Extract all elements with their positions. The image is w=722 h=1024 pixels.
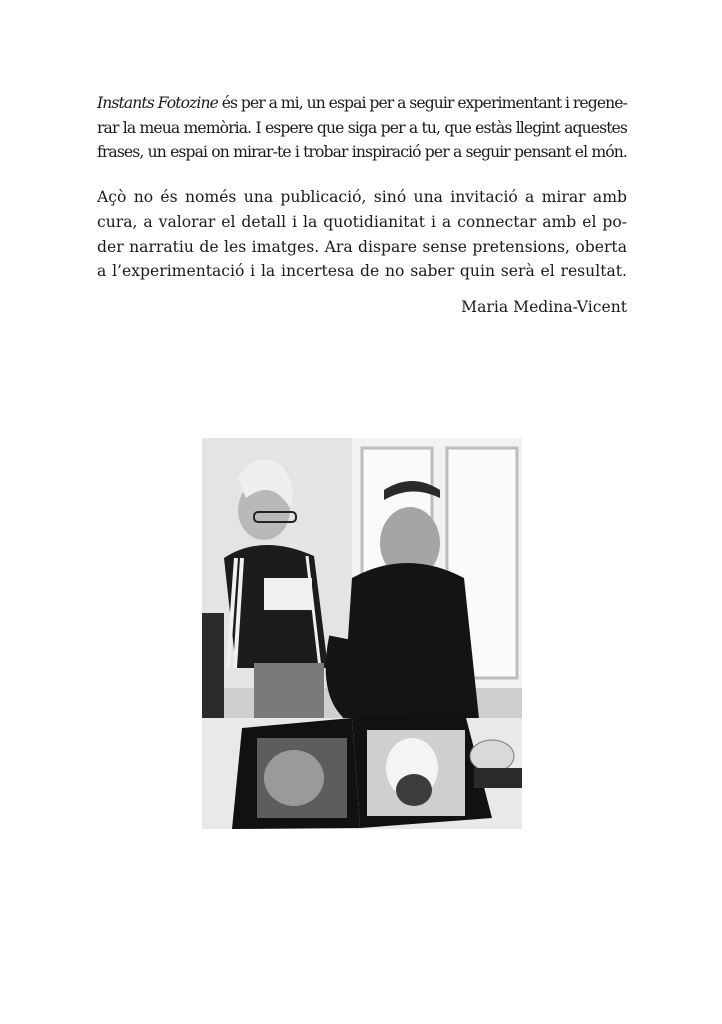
paragraph-invitation (97, 185, 627, 284)
text-line: frases, un espai on mirar-te i trobar inspiració per a seguir pensant el món. (97, 143, 627, 162)
paragraph-intro (97, 91, 627, 165)
text-line (97, 91, 627, 116)
author-signature: Maria Medina-Vicent (461, 298, 627, 316)
text-line: Açò no és només una publicació, sinó una invitació a mirar amb (97, 188, 627, 207)
photo-illustration (202, 438, 522, 829)
body-text (97, 91, 627, 304)
text-line: cura, a valorar el detall i la quotidianitat i a connectar amb el po- (97, 212, 627, 231)
text-line: der narratiu de les imatges. Ara dispare sense pretensions, oberta (97, 237, 627, 256)
text-segment: és per a mi, un espai per a seguir experimentant i regene- (217, 94, 627, 112)
photograph (202, 438, 522, 829)
text-line: rar la meua memòria. I espere que siga per a tu, que estàs llegint aquestes (97, 118, 627, 137)
publication-title: Instants Fotozine (97, 94, 218, 112)
text-line: a l’experimentació i la incertesa de no saber quin serà el resultat. (97, 262, 627, 281)
